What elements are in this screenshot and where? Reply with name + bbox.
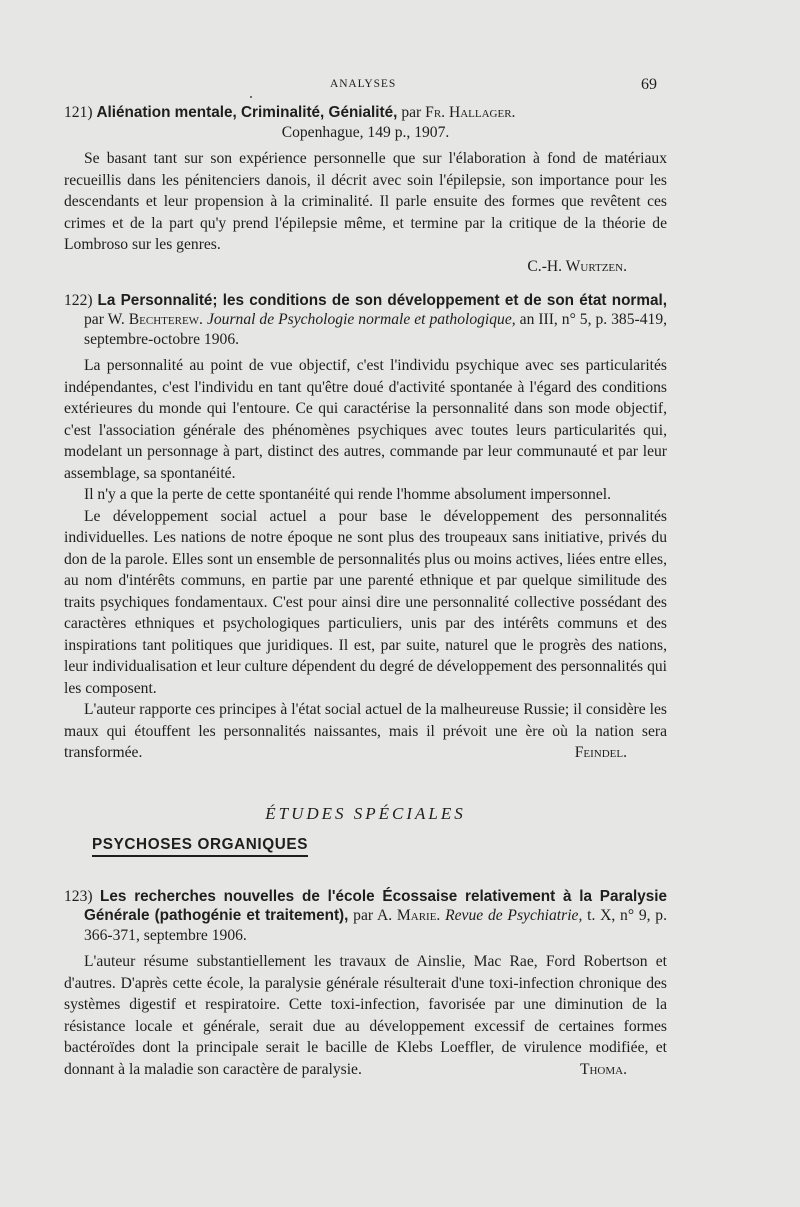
section-title: ÉTUDES SPÉCIALES xyxy=(265,803,466,823)
running-head xyxy=(0,76,800,96)
entry-title: Aliénation mentale, Criminalité, Génialité, xyxy=(96,104,398,121)
entry-122-paragraph-2: Il n'y a que la perte de cette spontanéité qui rende l'homme absolument impersonnel. xyxy=(84,486,611,503)
entry-source: t. X, n° 9, p. 366-371, septembre 1906. xyxy=(84,907,667,944)
entry-122-heading xyxy=(64,291,667,350)
entry-by: par xyxy=(401,104,422,121)
entry-122-paragraph-4-text: L'auteur rapporte ces principes à l'état social actuel de la malheureuse Russie; il considère les maux qui étouffent les personnalités naissantes, mais il prévoit une ère où la nation sera transformée. xyxy=(64,701,667,761)
entry-by: par W. xyxy=(84,311,125,328)
entry-author: Fr. Hallager. xyxy=(425,104,516,121)
entry-121-signature: C.-H. Wurtzen. xyxy=(527,257,627,275)
entry-number: 121) xyxy=(64,104,93,121)
entry-121-paragraph: Se basant tant sur son expérience personnelle que sur l'élaboration à fond de matériaux recueillis dans les pénitenciers danois, il décrit avec soin l'épilepsie, son importance pour les descendants et leur propension à la criminalité. Il parle ensuite des formes que revêtent ces crimes et de la part qu'y prend l'épilepsie même, et termine par la critique de la théorie de Lombroso sur les genres. xyxy=(64,150,667,253)
entry-source: Copenhague, 149 p., 1907. xyxy=(281,123,450,141)
running-head-title: ANALYSES xyxy=(330,78,397,90)
page-content xyxy=(64,103,667,1080)
entry-121-heading xyxy=(64,103,667,142)
page-number: 69 xyxy=(641,76,657,93)
entry-123-paragraph-text: L'auteur résume substantiellement les travaux de Ainslie, Mac Rae, Ford Robertson et d'autres. D'après cette école, la paralysie générale résulterait d'une toxi-infection chronique des systèmes digestif et respiratoire. Cette toxi-infection, favorisée par une diminution de la résistance locale et générale, serait due au développement excessif de certaines formes bactéroïdes dont la principale serait le bacille de Klebs Loeffler, de virulence modifiée, et donnant à la maladie son caractère de paralysie. xyxy=(64,953,667,1078)
entry-122-paragraph-1: La personnalité au point de vue objectif, c'est l'individu psychique avec ses particularités indépendantes, c'est l'individu en tant qu'être doué d'activité spontanée à l'égard des conditions extérieures du monde qui l'entoure. Ce qui caractérise la personnalité dans son mode objectif, c'est l'association générale des phénomènes psychiques avec toutes leurs particularités qui, modelant un personnage à part, distinct des autres, commande par leur communauté et par leur assemblage, sa spontanéité. xyxy=(64,357,667,482)
subsection-title: PSYCHOSES ORGANIQUES xyxy=(92,836,308,857)
entry-123-heading xyxy=(64,887,667,946)
entry-122-paragraph-4 xyxy=(64,699,667,764)
entry-journal: Revue de Psychiatrie, xyxy=(445,907,583,924)
entry-title: Les recherches nouvelles de l'école Écossaise relativement à la Paralysie Générale (pathogénie et traitement), xyxy=(84,887,667,924)
entry-122-signature: Feindel. xyxy=(574,744,627,761)
speck xyxy=(250,96,252,98)
entry-123-signature: Thoma. xyxy=(579,1060,627,1078)
entry-number: 122) xyxy=(64,291,93,309)
entry-number: 123) xyxy=(64,887,93,905)
entry-122-paragraph-3: Le développement social actuel a pour base le développement des personnalités individuelles. Les nations de notre époque ne sont plus des troupeaux sans initiative, privés du don de la parole. Elles sont un ensemble de personnalités plus ou moins actives, liées entre elles, au nom d'intérêts communs, en partie par une parenté ethnique et par quelque similitude des traits psychiques fondamentaux. C'est pour ainsi dire une personnalité collective possédant des caractères ethniques et psychologiques particuliers, unis par des intérêts communs et des inspirations tant politiques que juridiques. Il est, par suite, naturel que le progrès des nations, leur individualisation et leur culture dépendent du degré de développement des personnalités qui les composent. xyxy=(64,507,667,697)
entry-journal: Journal de Psychologie normale et pathologique, xyxy=(206,311,516,328)
entry-author: Marie. xyxy=(396,907,441,924)
entry-author: Bechterew. xyxy=(128,311,203,328)
entry-source: an III, n° 5, p. 385-419, septembre-octobre 1906. xyxy=(84,311,668,348)
entry-123-paragraph xyxy=(64,951,667,1080)
entry-by: par A. xyxy=(353,907,393,924)
entry-title: La Personnalité; les conditions de son développement et de son état normal, xyxy=(97,291,667,309)
